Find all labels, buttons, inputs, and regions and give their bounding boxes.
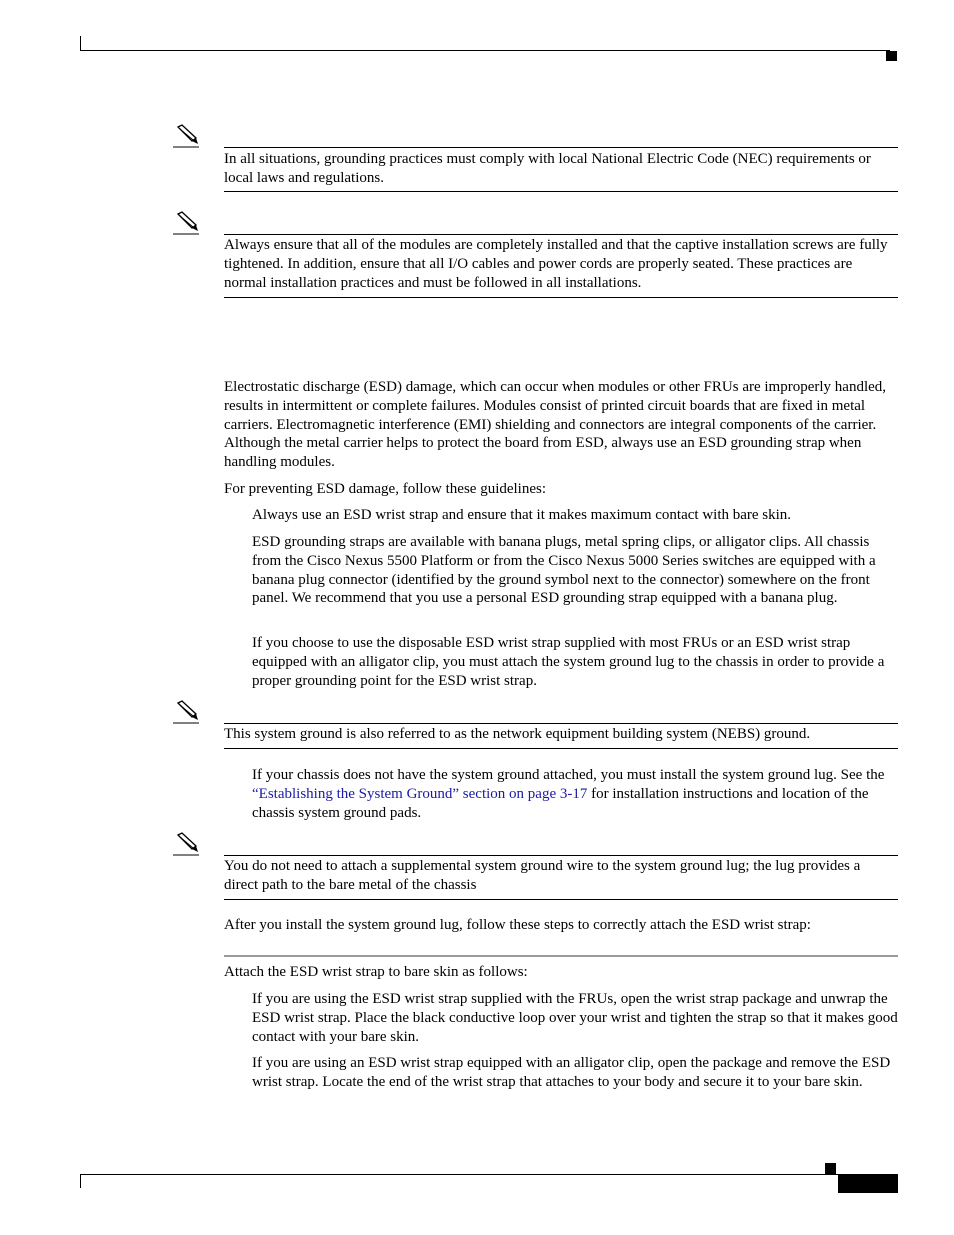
pencil-note-icon [172,124,200,148]
note1-top-rule [224,147,898,148]
procedure-rule [224,955,898,957]
footer-page-tab [838,1175,898,1193]
guideline-bullet-1: Always use an ESD wrist strap and ensure that it makes maximum contact with bare skin. [252,507,792,523]
pencil-note-icon [172,832,200,856]
note1-bottom-rule [224,191,898,192]
guideline-bullet-3: If you choose to use the disposable ESD wrist strap supplied with most FRUs or an ESD wrist strap equipped with an alligator clip, you must attach the system ground lug to the chassis in order to provide a proper grounding point for the ESD wrist strap. [252,635,885,689]
header-rule [80,50,890,51]
note3-bottom-rule [224,748,898,749]
establishing-system-ground-link[interactable]: “Establishing the System Ground” section on page 3-17 [252,785,588,802]
header-marker [886,51,897,61]
note2-bottom-rule [224,297,898,298]
pencil-note-icon [172,211,200,235]
note1-text: In all situations, grounding practices must comply with local National Electric Code (NEC) requirements or local laws and regulations. [224,151,871,186]
header-left-tick [80,36,81,50]
guidelines-lead: For preventing ESD damage, follow these guidelines: [224,481,547,497]
pencil-note-icon [172,700,200,724]
note4-top-rule [224,855,898,856]
note4-bottom-rule [224,899,898,900]
note2-text: Always ensure that all of the modules are completely installed and that the captive installation screws are fully tightened. In addition, ensure that all I/O cables and power cords are properly seated. These practices are normal installation practices and must be followed in all installations. [224,237,888,291]
footer-left-tick [80,1174,81,1188]
guideline-bullet-2: ESD grounding straps are available with banana plugs, metal spring clips, or alligator clips. All chassis from the Cisco Nexus 5500 Platform or from the Cisco Nexus 5000 Series switches are equipped with a banana plug connector (identified by the ground symbol next to the connector) somewhere on the front panel. We recommend that you use a personal ESD grounding strap equipped with a banana plug. [252,534,876,607]
ground-lug-text-before: If your chassis does not have the system ground attached, you must install the system ground lug. See the [252,767,885,783]
esd-intro-paragraph: Electrostatic discharge (ESD) damage, which can occur when modules or other FRUs are improperly handled, results in intermittent or complete failures. Modules consist of printed circuit boards that are fixed in metal carriers. Electromagnetic interference (EMI) shielding and connectors are integral components of the carrier. Although the metal carrier helps to protect the board from ESD, always use an ESD grounding strap when handling modules. [224,379,887,471]
ground-lug-paragraph [252,766,898,822]
footer-marker [825,1163,836,1174]
note3-top-rule [224,723,898,724]
step-1-sub-a: If you are using the ESD wrist strap supplied with the FRUs, open the wrist strap package and unwrap the ESD wrist strap. Place the black conductive loop over your wrist and tighten the strap so that it makes good contact with your bare skin. [252,991,898,1045]
note3-text: This system ground is also referred to as the network equipment building system (NEBS) ground. [224,726,811,742]
step-1-sub-b: If you are using an ESD wrist strap equipped with an alligator clip, open the package and remove the ESD wrist strap. Locate the end of the wrist strap that attaches to your body and secure it to your bare skin. [252,1055,891,1090]
footer-rule [80,1174,898,1175]
note2-top-rule [224,234,898,235]
note4-text: You do not need to attach a supplemental system ground wire to the system ground lug; the lug provides a direct path to the bare metal of the chassis [224,858,861,893]
steps-lead: After you install the system ground lug, follow these steps to correctly attach the ESD wrist strap: [224,917,811,933]
ground-lug-text-after: for installation instructions and location of the chassis system ground pads. [252,785,869,821]
step-1-text: Attach the ESD wrist strap to bare skin as follows: [224,964,528,980]
